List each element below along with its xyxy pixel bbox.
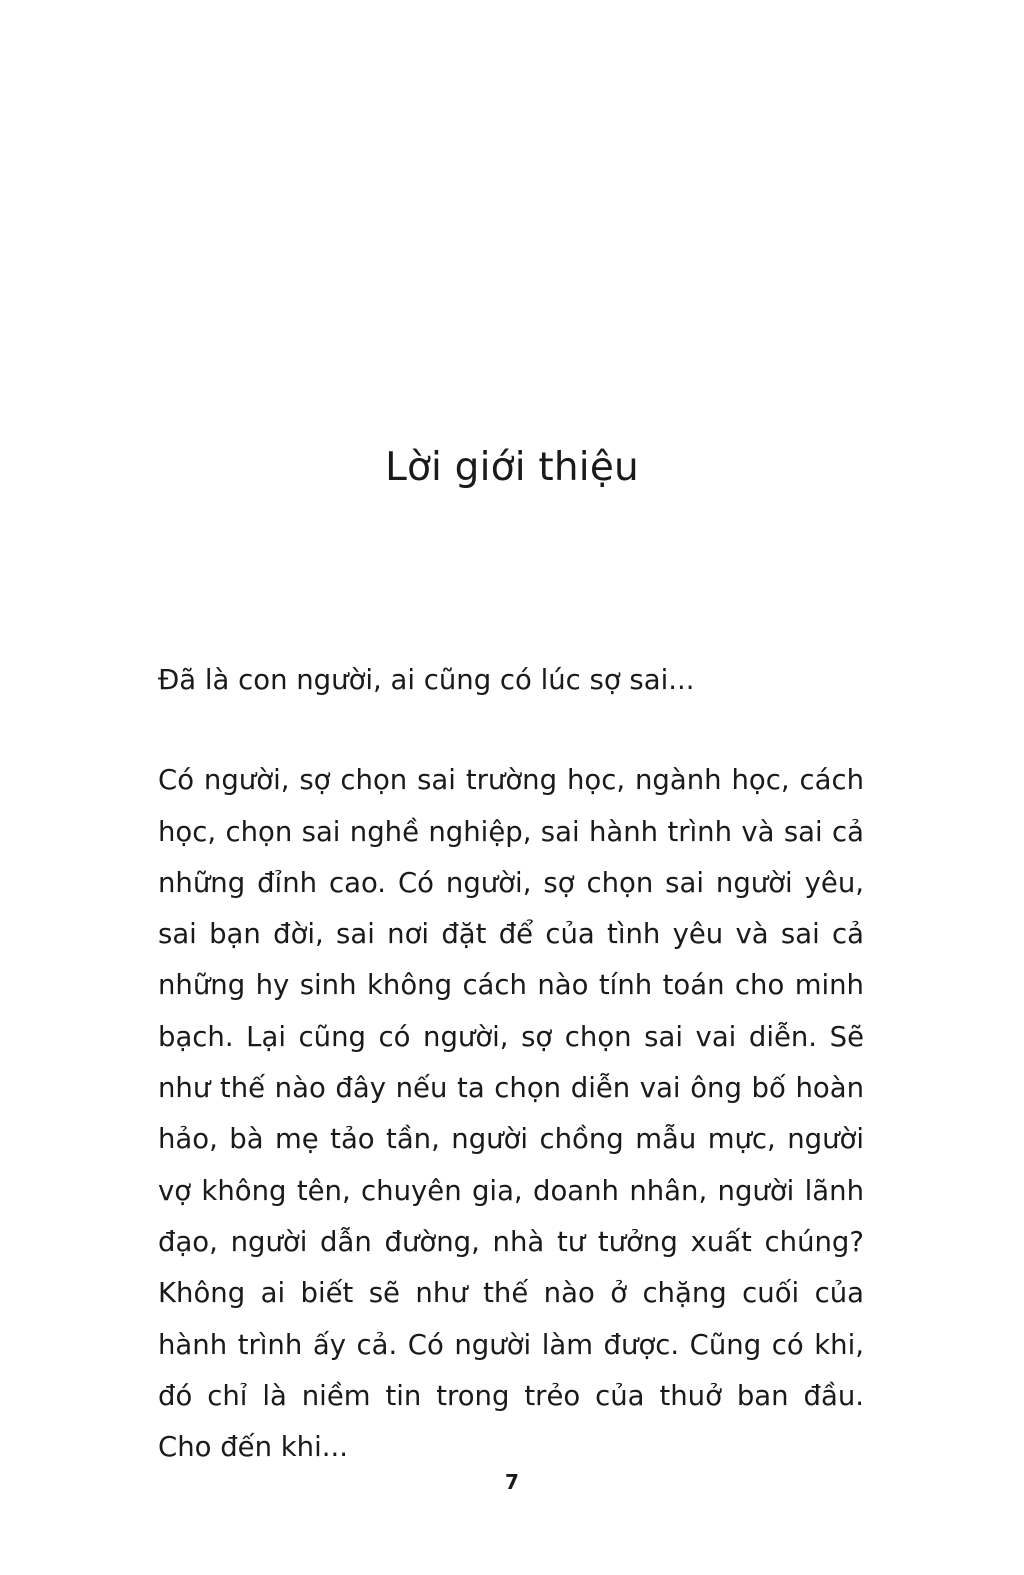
opening-paragraph: Đã là con người, ai cũng có lúc sợ sai...: [158, 664, 695, 696]
body-text: [158, 655, 864, 1473]
main-paragraph: Có người, sợ chọn sai trường học, ngành học, cách học, chọn sai nghề nghiệp, sai hành trình và sai cả những đỉnh cao. Có người, sợ chọn sai người yêu, sai bạn đời, sai nơi đặt để của tình yêu và sai cả những hy sinh không cách nào tính toán cho minh bạch. Lại cũng có người, sợ chọn sai vai diễn. Sẽ như thế nào đây nếu ta chọn diễn vai ông bố hoàn hảo, bà mẹ tảo tần, người chồng mẫu mực, người vợ không tên, chuyên gia, doanh nhân, người lãnh đạo, người dẫn đường, nhà tư tưởng xuất chúng? Không ai biết sẽ như thế nào ở chặng cuối của hành trình ấy cả. Có người làm được. Cũng có khi, đó chỉ là niềm tin trong trẻo của thuở ban đầu. Cho đến khi...: [158, 764, 864, 1464]
page-number: 7: [505, 1470, 519, 1494]
chapter-title: Lời giới thiệu: [385, 445, 639, 490]
